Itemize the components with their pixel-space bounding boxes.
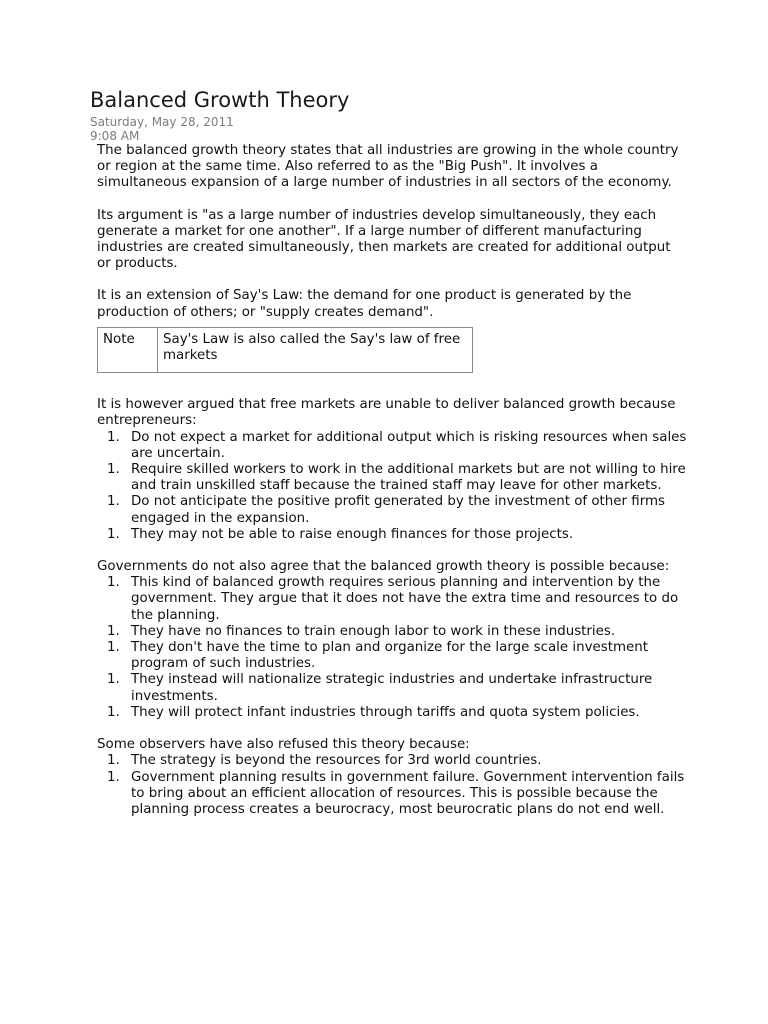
list-item bbox=[97, 770, 687, 819]
list-item-number: 1. bbox=[107, 623, 120, 639]
list-item-text: Do not anticipate the positive profit generated by the investment of other firms engaged in the expansion. bbox=[131, 494, 666, 526]
list-item-number: 1. bbox=[107, 494, 120, 510]
government-reasons-list bbox=[97, 575, 687, 721]
list-item-number: 1. bbox=[107, 575, 120, 591]
list-item bbox=[97, 494, 687, 526]
list-item bbox=[97, 430, 687, 462]
note-text-cell: Say's Law is also called the Say's law of free markets bbox=[158, 327, 473, 372]
intro-paragraph: It is an extension of Say's Law: the demand for one product is generated by the production of others; or "supply creates demand". bbox=[97, 288, 632, 320]
note-label-cell: Note bbox=[98, 327, 158, 372]
note-time: 9:08 AM bbox=[90, 129, 140, 143]
entrepreneur-reasons-list bbox=[97, 430, 687, 543]
list-item-text: They will protect infant industries through tariffs and quota system policies. bbox=[131, 704, 640, 720]
intro-paragraph: Its argument is "as a large number of industries develop simultaneously, they each generate a market for one another". If a large number of different manufacturing industries are created simultaneously, then markets are created for additional output or products. bbox=[97, 207, 671, 272]
section-lead: Governments do not also agree that the balanced growth theory is possible because: bbox=[97, 559, 670, 575]
list-item-text: They instead will nationalize strategic industries and undertake infrastructure investments. bbox=[131, 672, 653, 704]
list-item-number: 1. bbox=[107, 429, 120, 445]
list-item bbox=[97, 575, 687, 624]
list-item bbox=[97, 753, 687, 769]
list-item bbox=[97, 462, 687, 494]
list-item-text: They have no finances to train enough labor to work in these industries. bbox=[131, 623, 616, 639]
list-item bbox=[97, 624, 687, 640]
list-item-number: 1. bbox=[107, 526, 120, 542]
list-item-number: 1. bbox=[107, 704, 120, 720]
list-item-number: 1. bbox=[107, 640, 120, 656]
section-lead: It is however argued that free markets are unable to deliver balanced growth because entrepreneurs: bbox=[97, 397, 676, 429]
list-item-text: Do not expect a market for additional output which is risking resources when sales are uncertain. bbox=[131, 429, 687, 461]
note-table bbox=[97, 327, 473, 373]
list-item-text: This kind of balanced growth requires serious planning and intervention by the government. They argue that it does not have the extra time and resources to do the planning. bbox=[131, 575, 679, 623]
list-item-number: 1. bbox=[107, 672, 120, 688]
list-item-number: 1. bbox=[107, 753, 120, 769]
list-item bbox=[97, 672, 687, 704]
list-item bbox=[97, 640, 687, 672]
intro-paragraph: The balanced growth theory states that all industries are growing in the whole country or region at the same time. Also referred to as the "Big Push". It involves a simultaneous expansion of a large number of industries in all sectors of the economy. bbox=[97, 143, 679, 191]
note-body bbox=[97, 143, 687, 834]
list-item-text: Require skilled workers to work in the additional markets but are not willing to hire and train unskilled staff because the trained staff may leave for other markets. bbox=[131, 462, 686, 494]
observer-reasons-list bbox=[97, 753, 687, 818]
list-item-text: The strategy is beyond the resources for 3rd world countries. bbox=[131, 753, 542, 769]
list-item-text: They don't have the time to plan and organize for the large scale investment program of such industries. bbox=[131, 640, 648, 672]
list-item-number: 1. bbox=[107, 462, 120, 478]
list-item-text: They may not be able to raise enough finances for those projects. bbox=[131, 526, 574, 542]
list-item-text: Government planning results in government failure. Government intervention fails to bring about an efficient allocation of resources. This is possible because the planning process creates a beurocracy, most beurocratic plans do not end well. bbox=[131, 769, 685, 817]
list-item bbox=[97, 527, 687, 543]
page-title: Balanced Growth Theory bbox=[90, 88, 350, 112]
note-date: Saturday, May 28, 2011 bbox=[90, 115, 234, 129]
list-item bbox=[97, 705, 687, 721]
section-lead: Some observers have also refused this theory because: bbox=[97, 737, 470, 753]
note-table-row bbox=[98, 327, 473, 372]
list-item-number: 1. bbox=[107, 769, 120, 785]
